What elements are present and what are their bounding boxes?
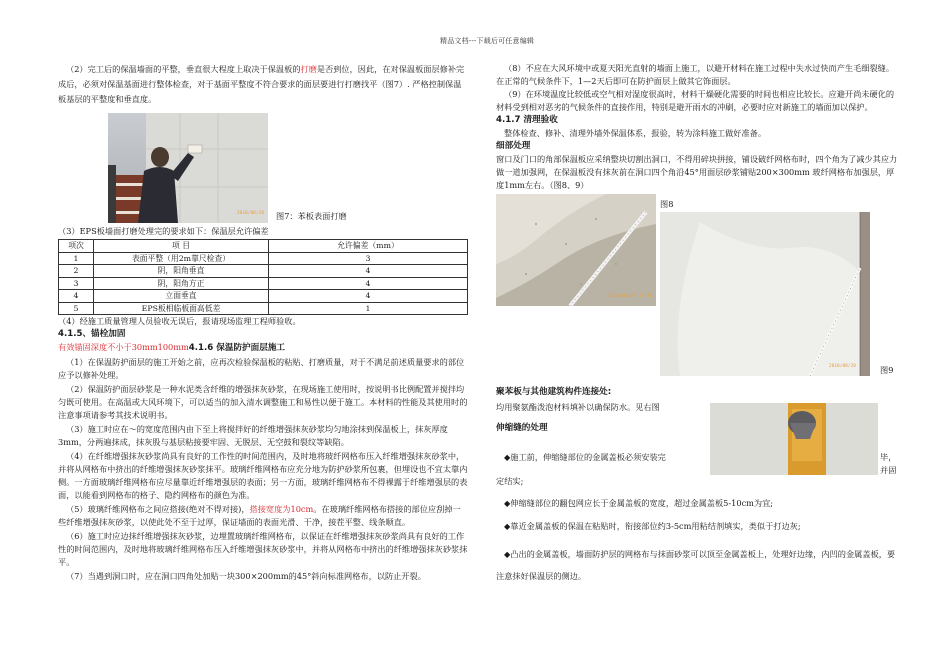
item-7: （7）当遇到洞口时，应在洞口四角处加贴一块300×200mm的45°斜向标准网格布，以防止开裂。 (66, 571, 426, 581)
table-cell: 4 (269, 265, 468, 278)
joint-heading: 聚苯板与其他建筑构件连接处: (496, 387, 612, 397)
left-column (58, 62, 468, 583)
photo-date-stamp: 2010/08/28 (236, 211, 264, 216)
table-header-cell: 项 目 (94, 240, 269, 253)
item-4: （4）在纤维增强抹灰砂浆尚具有良好的工作性的时间范围内，及时地将玻纤网格布压入纤维增强抹灰砂浆中，并将从网格布中挤出的纤维增强抹灰砂浆抹平。玻璃纤维网格布应充分地为防护砂浆所包裹，但埋设也不宜太靠内侧。一方面玻璃纤维网格布应尽量靠近纤维增强层的表面；另一方面，玻璃纤维网格布不得裸露于纤维增强层的表面，以能看到网格布的格子、隐约网格布的颜色为准。 (58, 451, 468, 500)
paragraph-2: （2）完工后的保温墙面的平整，垂直很大程度上取决于保温板的打磨是否到位，因此，在对保温板面层修补完成后，必须对保温基面进行整体检查，对于基面平整度不符合要求的面层要进行打磨找平（图7）. 严格控制保温板基层的平整度和垂直度。 (58, 64, 465, 104)
bullet-1-part-a: ◆施工前，伸缩缝部位的金属盖板必须安装完 (504, 452, 666, 462)
photo-polishing (108, 113, 268, 223)
table-cell: 阴，阳角方正 (94, 277, 269, 290)
bullet-1-block (496, 439, 902, 485)
table-row (59, 252, 468, 265)
section-4-1-6-heading: 4.1.6 保温防护面层施工 (188, 343, 286, 353)
item-5: （5）玻璃纤维网格布之间应搭接(绝对不得对接)，搭接宽度为10cm。在玻璃纤维网格布搭接的部位应刮掉一些纤维增强抹灰砂浆，以使此处不至于过厚，保证墙面的表面光滑、干净，接茬平整、线条顺直。 (58, 504, 461, 527)
bullet-1-part-c: 定结实; (496, 476, 524, 486)
table-row (59, 277, 468, 290)
bullet-1-part-b: 毕，并固 (880, 452, 897, 475)
table-cell: 表面平整（用2m靠尺检查） (94, 252, 269, 265)
item-9: （9）在环境温度比较低或空气相对湿度很高时，材料干燥硬化需要的时间也相应比较长。应避开尚未硬化的材料受到相对恶劣的气候条件的直接作用，特别是避开雨水的冲刷，必要时应对新施工的墙面加以保护。 (496, 89, 895, 112)
paragraph-4: （4）经施工质量管理人员验收无误后，报请现场监理工程师验收。 (58, 316, 301, 326)
table-header-cell: 允许偏差（mm） (269, 240, 468, 253)
table-row (59, 265, 468, 278)
item-2: （2）保温防护面层砂浆是一种水泥类含纤维的增强抹灰砂浆，在现场施工使用时，按说明书比例配置并搅拌均匀既可使用。在高温或大风环境下，可以适当的加入清水调整施工和易性以便于施工。本材料的性能及其使用时的注意事项请参考其技术说明书。 (58, 384, 468, 420)
bullet-4: ◆凸出的金属盖板，墙面防护层的网格布与抹面砂浆可以顶至金属盖板上，处理好边缘，内凹的金属盖板，要注意抹好保温层的侧边。 (496, 549, 896, 581)
table-cell: 4 (269, 290, 468, 303)
section-4-1-5-heading: 4.1.5、锚栓加固 (58, 329, 126, 339)
deviation-table (58, 239, 468, 315)
overlap-width-note: 搭接宽度为10cm (249, 504, 314, 514)
shrinkage-joint-heading: 伸缩缝的处理 (496, 423, 548, 433)
figure-7-block (58, 113, 468, 225)
page-header: 精品文档---下载后可任意编辑 (440, 37, 535, 45)
photo-corner-reinforcement (660, 212, 870, 376)
highlight-polish: 打磨 (300, 64, 317, 74)
table-header-row (59, 240, 468, 253)
photo-mesh-plaster (496, 194, 656, 306)
table-cell: 1 (59, 252, 94, 265)
table-row (59, 302, 468, 315)
paragraph-3: （3）EPS板墙面打磨处理完的要求如下：保温层允许偏差 (58, 226, 269, 236)
photo-date-stamp: 2010/08/28 14:41 (608, 294, 652, 299)
anchor-depth-note: 有效锚固深度不小于30mm100mm (58, 342, 189, 352)
section-4-1-6-line (58, 341, 468, 355)
table-row (59, 290, 468, 303)
table-cell: 4 (59, 290, 94, 303)
detail-body: 窗口及门口的角部保温板应采纳整块切割出洞口，不得用碎块拼接，铺设破纤网格布时，四个角为了减少其应力做一道加强网，在保温板没有抹灰前在洞口四个角沿45°用面层砂浆铺贴200×300mm 玻纤网格布加强层，厚度1mm左右。（图8、9） (496, 154, 898, 190)
right-column (496, 62, 902, 587)
bullet-2: ◆伸缩缝部位的翻包网应长于金属盖板的宽度，超过金属盖板5-10cm为宜; (504, 498, 774, 508)
table-cell: 5 (59, 302, 94, 315)
table-cell: 3 (59, 277, 94, 290)
table-cell: 3 (269, 252, 468, 265)
table-cell: 1 (269, 302, 468, 315)
figure-9-caption: 图9 (880, 365, 894, 375)
joint-body: 均用聚氨酯泼泡材料填补以确保防水。见右图 (496, 402, 660, 412)
section-4-1-7-body: 整体检查、修补、清理外墙外保温体系，报验，转为涂料施工做好准备。 (504, 128, 767, 138)
item-8: （8）不应在大风环境中或夏天阳光直射的墙面上施工，以避开材料在施工过程中失水过快而产生毛细裂缝。在正常的气候条件下，1—2天后即可在防护面层上做其它饰面层。 (496, 63, 895, 86)
table-cell: EPS板相临板面高低差 (94, 302, 269, 315)
table-cell: 阴，阳角垂直 (94, 265, 269, 278)
photo-joint-foam (710, 403, 878, 475)
table-header-cell: 项次 (59, 240, 94, 253)
figures-8-9-block (496, 194, 902, 380)
photo-date-stamp: 2010/08/28 (828, 364, 856, 369)
figure-7-caption: 图7：苯板表面打磨 (276, 211, 347, 221)
table-cell: 2 (59, 265, 94, 278)
bullet-3: ◆靠近金属盖板的保温在粘贴时，衔接部位约3-5cm用粘结剂填实，类似于打边灰; (504, 521, 801, 531)
item-3: （3）施工时应在～的宽度范围内由下至上将搅拌好的纤维增强抹灰砂浆均匀地涂抹到保温板上，抹灰厚度3mm，分两遍抹成，抹灰股与基层粘接要牢固、无脱层、无空鼓和裂纹等缺陷。 (58, 424, 448, 447)
item-1: （1）在保温防护面层的施工开始之前，应再次检验保温板的粘贴、打磨质量，对于不满足前述质量要求的部位应予以修补处理。 (58, 357, 465, 380)
figure-8-caption: 图8 (660, 199, 674, 209)
detail-heading: 细部处理 (496, 141, 531, 151)
table-cell: 4 (269, 277, 468, 290)
item-6: （6）施工时应边抹纤维增强抹灰砂浆，边埋置玻璃纤维网格布，以保证在纤维增强抹灰砂浆尚具有良好的工作性的时间范围内，及时地将玻璃纤维网格布压入纤维增强抹灰砂浆中，并将从网格布中挤出的纤维增强抹灰砂浆抹平。 (58, 531, 468, 567)
section-4-1-7-heading: 4.1.7 清理验收 (496, 115, 558, 125)
table-cell: 立面垂直 (94, 290, 269, 303)
